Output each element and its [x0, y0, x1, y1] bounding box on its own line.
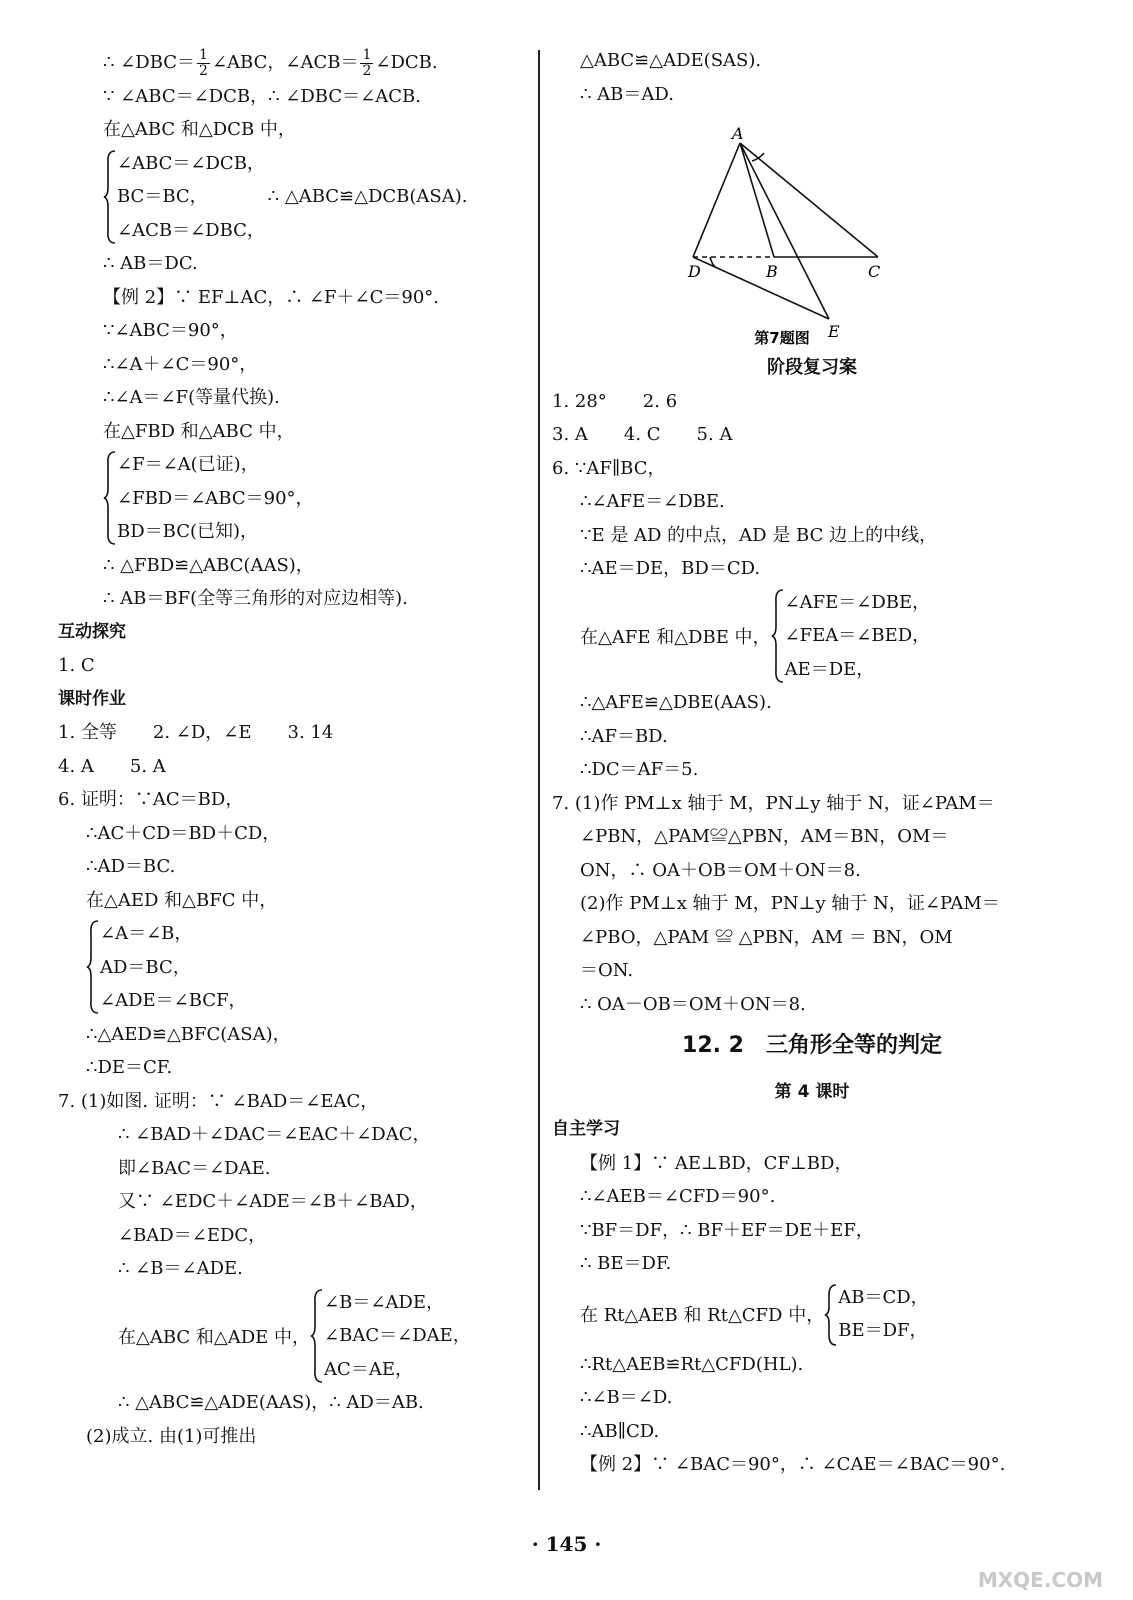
text-line: ∴ △FBD≌△ABC(AAS)， — [103, 554, 314, 576]
text-line: ∴AF＝BD. — [580, 725, 668, 747]
brace-item: ∠ABC＝∠DCB， — [117, 152, 265, 174]
triangle-diagram — [552, 111, 1072, 351]
text-line: 4. A 5. A — [58, 755, 166, 777]
text-line: ∴∠A＋∠C＝90°， — [103, 353, 258, 375]
brace-group — [58, 917, 528, 1018]
text-line: ∴ △ABC≌△ADE(AAS)，∴ AD＝AB. — [118, 1392, 424, 1413]
figure-caption: 第7题图 — [754, 329, 810, 347]
text-line: ∴△AFE≌△DBE(AAS). — [580, 692, 772, 713]
text-line: 在△AED 和△BFC 中， — [86, 889, 278, 911]
brace-item: ∠A＝∠B， — [100, 923, 193, 944]
page-number: · 145 · — [531, 1532, 602, 1556]
brace-item: ∠AFE＝∠DBE， — [784, 591, 931, 613]
brace-item: AE＝DE， — [784, 658, 875, 680]
text-line: 1. 全等 2. ∠D，∠E 3. 14 — [58, 722, 334, 743]
brace-item: AC＝AE， — [324, 1358, 413, 1380]
section-heading: 自主学习 — [552, 1119, 620, 1139]
text-line: ∴∠A＝∠F(等量代换). — [103, 387, 280, 408]
label-C: C — [868, 262, 881, 281]
text-line: 7. (1)如图. 证明：∵ ∠BAD＝∠EAC， — [58, 1090, 379, 1112]
text-line: ∴ ∠B＝∠ADE. — [118, 1258, 243, 1279]
brace-item: BD＝BC(已知)， — [117, 521, 259, 542]
text-line: ∴∠AEB＝∠CFD＝90°. — [580, 1186, 776, 1207]
text-line: ∴AD＝BC. — [86, 856, 176, 877]
text-line: ∴ AB＝BF(全等三角形的对应边相等). — [103, 588, 408, 609]
label-B: B — [766, 262, 778, 281]
brace-item: ∠BAC＝∠DAE， — [324, 1325, 471, 1346]
text-line: ∴AB∥CD. — [580, 1420, 660, 1442]
text-line: ∴ OA－OB＝OM＋ON＝8. — [580, 993, 806, 1015]
text-line: ∠PBN，△PAM≌△PBN，AM＝BN，OM＝ — [580, 826, 949, 847]
brace-icon — [310, 1286, 324, 1386]
brace-icon — [824, 1281, 838, 1348]
text-line: ∴∠B＝∠D. — [580, 1387, 673, 1408]
brace-item: BC＝BC， ∴ △ABC≌△DCB(ASA). — [117, 186, 468, 207]
brace-item: ∠FBD＝∠ABC＝90°， — [117, 487, 314, 509]
text-line: 即∠BAC＝∠DAE. — [118, 1157, 271, 1179]
section-heading: 互动探究 — [58, 621, 126, 642]
text-line: ∴ AB＝AD. — [580, 83, 674, 105]
brace-group — [552, 586, 1072, 687]
segment-AE — [740, 143, 829, 319]
fraction: $\frac{1}{2}$ — [362, 46, 372, 79]
section-heading: 课时作业 — [58, 688, 126, 709]
text-line: ∴Rt△AEB≌Rt△CFD(HL). — [580, 1353, 804, 1375]
fraction: $\frac{1}{2}$ — [199, 46, 208, 79]
text-line: ∵ ∠ABC＝∠DCB，∴ ∠DBC＝∠ACB. — [103, 85, 421, 107]
brace-item: ∠F＝∠A(已证)， — [117, 454, 259, 475]
text-line: 6. ∵AF∥BC， — [552, 457, 666, 479]
text-line: ∵∠ABC＝90°， — [103, 320, 238, 341]
text-line: 【例 2】∵ ∠BAC＝90°，∴ ∠CAE＝∠BAC＝90°. — [580, 1454, 1006, 1475]
text-line: ∵BF＝DF，∴ BF＋EF＝DE＋EF， — [580, 1219, 874, 1241]
brace-group — [552, 1281, 1072, 1348]
text-line: ∴DE＝CF. — [86, 1057, 173, 1078]
segment-AC — [740, 143, 878, 257]
brace-group — [58, 147, 528, 248]
brace-item: ∠ADE＝∠BCF， — [100, 990, 247, 1011]
text-line: ∠PBO，△PAM ≌ △PBN，AM ＝ BN，OM — [580, 926, 953, 948]
right-column — [552, 44, 1072, 1482]
brace-icon — [86, 917, 100, 1018]
brace-intro: 在△AFE 和△DBE 中， — [580, 626, 771, 648]
text-line: ∴∠AFE＝∠DBE. — [580, 491, 725, 512]
text-line: 7. (1)作 PM⊥x 轴于 M，PN⊥y 轴于 N，证∠PAM＝ — [552, 792, 995, 814]
label-E: E — [828, 322, 840, 341]
brace-item: AD＝BC， — [100, 956, 191, 978]
text-line: ∠BAD＝∠EDC， — [118, 1224, 267, 1246]
text-line: ∴ ∠DBC＝ $\frac{1}{2}$ ∠ABC，∠ACB＝ $\frac{1}{2}$ ∠DCB. — [103, 46, 438, 79]
lesson-title: 第 4 课时 — [774, 1082, 850, 1102]
geometry-figure — [552, 111, 1072, 351]
text-line: ∴△AED≌△BFC(ASA)， — [86, 1023, 291, 1045]
text-line: ∵E 是 AD 的中点，AD 是 BC 边上的中线， — [580, 524, 938, 546]
text-line: ∴ BE＝DF. — [580, 1253, 672, 1274]
brace-item: AB＝CD， — [838, 1286, 929, 1308]
brace-item: ∠B＝∠ADE， — [324, 1291, 445, 1313]
brace-intro: 在 Rt△AEB 和 Rt△CFD 中， — [580, 1305, 825, 1326]
segment-AD — [693, 143, 740, 257]
label-A: A — [732, 124, 744, 143]
brace-item: ∠ACB＝∠DBC， — [117, 219, 265, 241]
text-line: 1. 28° 2. 6 — [552, 390, 678, 412]
text-line: ∴AC＋CD＝BD＋CD， — [86, 822, 281, 844]
text-line: 【例 1】∵ AE⊥BD，CF⊥BD， — [580, 1152, 853, 1174]
section-title: 阶段复习案 — [767, 357, 857, 378]
watermark-logo: MXQE.COM — [977, 1568, 1103, 1592]
text-line: 3. A 4. C 5. A — [552, 424, 733, 445]
text-line: (2)成立. 由(1)可推出 — [86, 1425, 257, 1447]
brace-item: BE＝DF， — [838, 1320, 928, 1341]
text-line: ON，∴ OA＋OB＝OM＋ON＝8. — [580, 859, 861, 881]
brace-item: ∠FEA＝∠BED， — [784, 625, 931, 646]
brace-group — [58, 1286, 528, 1387]
text-line: 又∵ ∠EDC＋∠ADE＝∠B＋∠BAD， — [118, 1191, 428, 1212]
text-line: △ABC≌△ADE(SAS). — [580, 50, 762, 71]
text-line: ∴DC＝AF＝5. — [580, 759, 699, 780]
text-line: 在△ABC 和△DCB 中， — [103, 119, 296, 140]
chapter-title: 12. 2 三角形全等的判定 — [682, 1033, 942, 1058]
text-line: 6. 证明：∵AC＝BD， — [58, 789, 244, 810]
text-line: ∴AE＝DE，BD＝CD. — [580, 558, 761, 579]
brace-intro: 在△ABC 和△ADE 中， — [118, 1326, 311, 1348]
column-divider — [538, 50, 540, 1490]
left-column — [58, 46, 528, 1453]
text-line: ∴ AB＝DC. — [103, 253, 198, 274]
text-line: (2)作 PM⊥x 轴于 M，PN⊥y 轴于 N，证∠PAM＝ — [580, 893, 1000, 914]
text-line: 1. C — [58, 655, 95, 676]
text-line: 在△FBD 和△ABC 中， — [103, 420, 295, 442]
brace-icon — [771, 586, 785, 686]
brace-icon — [103, 448, 117, 549]
brace-group — [58, 448, 528, 549]
label-D: D — [688, 262, 701, 281]
text-line: 【例 2】∵ EF⊥AC，∴ ∠F＋∠C＝90°. — [103, 286, 439, 308]
text-line: ＝ON. — [580, 960, 634, 981]
brace-icon — [103, 147, 117, 248]
text-line: ∴ ∠BAD＋∠DAC＝∠EAC＋∠DAC， — [118, 1124, 431, 1145]
